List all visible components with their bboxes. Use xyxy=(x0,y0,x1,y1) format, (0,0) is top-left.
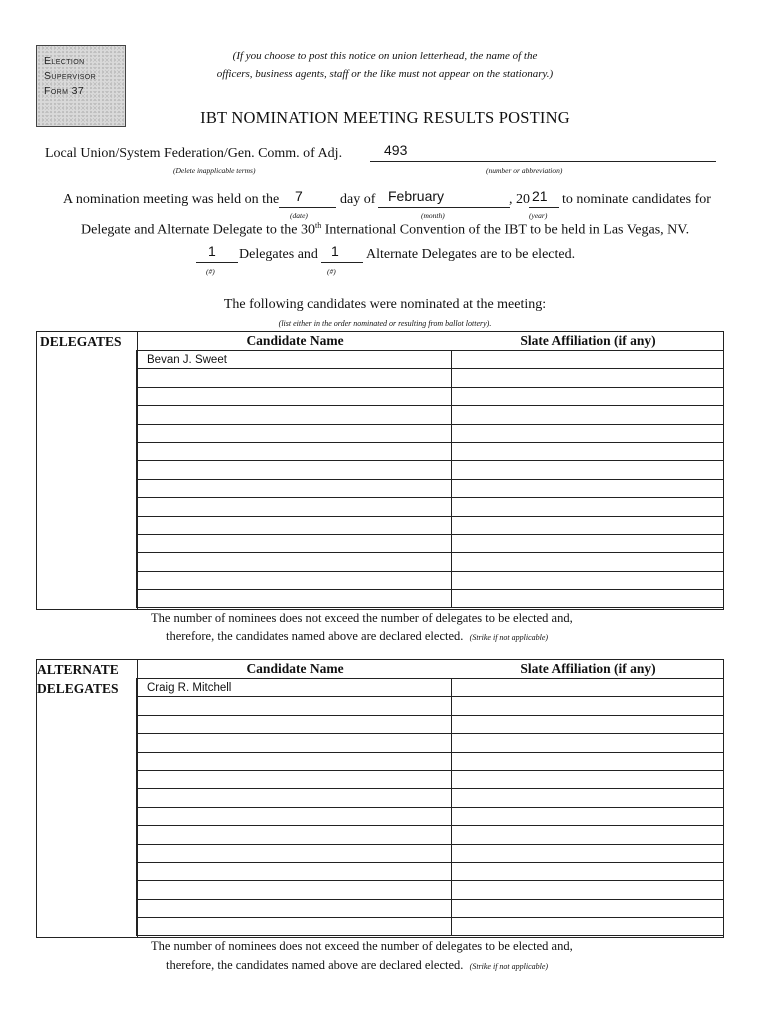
slate-affiliation-cell[interactable] xyxy=(452,369,724,387)
slate-affiliation-cell[interactable] xyxy=(452,424,724,442)
alternates-count-label: Alternate Delegates are to be elected. xyxy=(366,247,576,262)
table-row xyxy=(137,899,724,917)
table-row xyxy=(137,807,724,825)
table-row xyxy=(137,697,724,715)
table-row xyxy=(137,715,724,733)
slate-affiliation-cell[interactable] xyxy=(452,351,724,369)
slate-affiliation-cell[interactable] xyxy=(452,461,724,479)
table-row xyxy=(137,479,724,497)
candidate-name-cell[interactable]: Craig R. Mitchell xyxy=(137,679,452,697)
meeting-date-field[interactable]: 7 xyxy=(295,188,303,204)
table-row xyxy=(137,369,724,387)
candidate-name-cell[interactable] xyxy=(137,442,452,460)
meeting-text-1: A nomination meeting was held on the xyxy=(63,192,280,207)
count-caption-1: (#) xyxy=(206,267,215,276)
slate-affiliation-cell[interactable] xyxy=(452,679,724,697)
candidate-name-cell[interactable] xyxy=(137,424,452,442)
meeting-text-4: to nominate candidates for xyxy=(562,192,711,207)
table-row xyxy=(137,770,724,788)
slate-affiliation-cell[interactable] xyxy=(452,734,724,752)
alternates-label-box xyxy=(36,659,138,938)
slate-affiliation-cell[interactable] xyxy=(452,844,724,862)
convention-text-b: International Convention of the IBT to be held in Las Vegas, NV. xyxy=(324,222,690,238)
local-caption-left: (Delete inapplicable terms) xyxy=(173,166,256,175)
table-row xyxy=(137,679,724,697)
slate-affiliation-cell[interactable] xyxy=(452,862,724,880)
alternates-count-underline xyxy=(321,262,363,263)
table-row xyxy=(137,844,724,862)
slate-affiliation-cell[interactable] xyxy=(452,697,724,715)
local-underline xyxy=(370,161,716,162)
local-caption-right: (number or abbreviation) xyxy=(486,166,563,175)
candidate-name-cell[interactable] xyxy=(137,516,452,534)
caption-date: (date) xyxy=(290,211,308,220)
slate-affiliation-cell[interactable] xyxy=(452,590,724,608)
candidate-name-cell[interactable] xyxy=(137,789,452,807)
table-row xyxy=(137,442,724,460)
meeting-text-3: , 20 xyxy=(509,192,530,207)
alternates-declare-2: therefore, the candidates named above are declared elected. xyxy=(166,958,464,972)
candidate-name-cell[interactable] xyxy=(137,826,452,844)
date-underline xyxy=(279,207,336,208)
alternates-table xyxy=(136,678,724,936)
alternates-declare-1: The number of nominees does not exceed the number of delegates to be elected and, xyxy=(151,939,573,953)
meeting-year-field[interactable]: 21 xyxy=(532,188,548,204)
delegates-strike-note: (Strike if not applicable) xyxy=(469,633,549,642)
slate-affiliation-cell[interactable] xyxy=(452,826,724,844)
delegates-label: DELEGATES xyxy=(40,334,122,349)
table-row xyxy=(137,752,724,770)
alternates-label-1: ALTERNATE xyxy=(37,662,119,677)
candidate-name-cell[interactable] xyxy=(137,479,452,497)
candidate-name-cell[interactable] xyxy=(137,461,452,479)
meeting-month-field[interactable]: February xyxy=(388,188,445,204)
month-underline xyxy=(378,207,510,208)
alternates-strike-note: (Strike if not applicable) xyxy=(469,962,549,971)
delegates-declare-2: therefore, the candidates named above are declared elected. xyxy=(166,629,464,643)
candidate-name-cell[interactable] xyxy=(137,534,452,552)
candidate-name-cell[interactable] xyxy=(137,406,452,424)
candidate-name-cell[interactable] xyxy=(137,697,452,715)
alternates-count-field[interactable]: 1 xyxy=(331,243,339,259)
meeting-text-2: day of xyxy=(340,192,376,207)
slate-affiliation-cell[interactable] xyxy=(452,899,724,917)
delegates-count-underline xyxy=(196,262,238,263)
candidate-name-cell[interactable] xyxy=(137,571,452,589)
convention-sup: th xyxy=(315,221,322,230)
local-number-field[interactable]: 493 xyxy=(384,142,408,158)
candidate-name-cell[interactable] xyxy=(137,553,452,571)
table-row xyxy=(137,516,724,534)
candidate-name-cell[interactable] xyxy=(137,498,452,516)
candidate-name-cell[interactable] xyxy=(137,881,452,899)
notice-line-2: officers, business agents, staff or the like must not appear on the stationary.) xyxy=(216,68,554,80)
table-row xyxy=(137,406,724,424)
delegates-count-label: Delegates and xyxy=(239,247,318,262)
table-row xyxy=(137,534,724,552)
slate-affiliation-cell[interactable] xyxy=(452,918,724,936)
slate-affiliation-cell[interactable] xyxy=(452,498,724,516)
slate-affiliation-cell[interactable] xyxy=(452,715,724,733)
slate-affiliation-cell[interactable] xyxy=(452,752,724,770)
slate-affiliation-cell[interactable] xyxy=(452,807,724,825)
table-row xyxy=(137,590,724,608)
caption-year: (year) xyxy=(529,211,548,220)
delegates-declare-line-2 xyxy=(166,629,548,644)
table-row xyxy=(137,461,724,479)
year-underline xyxy=(529,207,559,208)
convention-text-a: Delegate and Alternate Delegate to the 30 xyxy=(81,222,316,238)
delegates-count-field[interactable]: 1 xyxy=(208,243,216,259)
delegates-declare-1: The number of nominees does not exceed the number of delegates to be elected and, xyxy=(151,611,573,625)
alternates-label xyxy=(37,660,119,698)
delegates-table xyxy=(136,350,724,608)
slate-affiliation-cell[interactable] xyxy=(452,406,724,424)
slate-affiliation-cell[interactable] xyxy=(452,789,724,807)
table-row xyxy=(137,424,724,442)
caption-month: (month) xyxy=(421,211,445,220)
count-caption-2: (#) xyxy=(327,267,336,276)
table-row xyxy=(137,351,724,369)
table-row xyxy=(137,553,724,571)
candidate-name-cell[interactable] xyxy=(137,844,452,862)
candidate-name-cell[interactable] xyxy=(137,770,452,788)
alternates-declare-line-2 xyxy=(166,958,548,973)
table-row xyxy=(137,826,724,844)
candidate-name-cell[interactable] xyxy=(137,752,452,770)
table-row xyxy=(137,498,724,516)
candidate-name-cell[interactable] xyxy=(137,387,452,405)
slate-affiliation-cell[interactable] xyxy=(452,770,724,788)
local-label: Local Union/System Federation/Gen. Comm. of Adj. xyxy=(45,146,343,161)
delegates-col-candidate: Candidate Name xyxy=(246,333,344,348)
page-title: IBT NOMINATION MEETING RESULTS POSTING xyxy=(200,108,570,127)
alternates-col-slate: Slate Affiliation (if any) xyxy=(520,661,656,676)
slate-affiliation-cell[interactable] xyxy=(452,516,724,534)
table-row xyxy=(137,862,724,880)
alternates-label-2: DELEGATES xyxy=(37,681,119,696)
nominated-heading: The following candidates were nominated at the meeting: xyxy=(223,297,547,312)
slate-affiliation-cell[interactable] xyxy=(452,387,724,405)
candidate-name-cell[interactable] xyxy=(137,807,452,825)
table-row xyxy=(137,918,724,936)
candidate-name-cell[interactable]: Bevan J. Sweet xyxy=(137,351,452,369)
candidate-name-cell[interactable] xyxy=(137,899,452,917)
slate-affiliation-cell[interactable] xyxy=(452,479,724,497)
badge-line-1: Election xyxy=(44,55,85,67)
convention-line xyxy=(81,221,689,239)
delegates-label-box xyxy=(36,331,138,610)
slate-affiliation-cell[interactable] xyxy=(452,553,724,571)
badge-line-3: Form 37 xyxy=(44,85,85,97)
candidate-name-cell[interactable] xyxy=(137,369,452,387)
table-row xyxy=(137,387,724,405)
slate-affiliation-cell[interactable] xyxy=(452,442,724,460)
slate-affiliation-cell[interactable] xyxy=(452,881,724,899)
table-row xyxy=(137,789,724,807)
delegates-col-slate: Slate Affiliation (if any) xyxy=(520,333,656,348)
candidate-name-cell[interactable] xyxy=(137,862,452,880)
table-row xyxy=(137,881,724,899)
alternates-col-candidate: Candidate Name xyxy=(246,661,344,676)
candidate-name-cell[interactable] xyxy=(137,734,452,752)
candidate-name-cell[interactable] xyxy=(137,590,452,608)
candidate-name-cell[interactable] xyxy=(137,715,452,733)
letterhead-notice xyxy=(170,47,600,83)
badge-line-2: Supervisor xyxy=(44,70,97,82)
nominated-note: (list either in the order nominated or resulting from ballot lottery). xyxy=(278,319,492,328)
notice-line-1: (If you choose to post this notice on union letterhead, the name of the xyxy=(232,50,538,62)
slate-affiliation-cell[interactable] xyxy=(452,571,724,589)
candidate-name-cell[interactable] xyxy=(137,918,452,936)
slate-affiliation-cell[interactable] xyxy=(452,534,724,552)
table-row xyxy=(137,571,724,589)
table-row xyxy=(137,734,724,752)
